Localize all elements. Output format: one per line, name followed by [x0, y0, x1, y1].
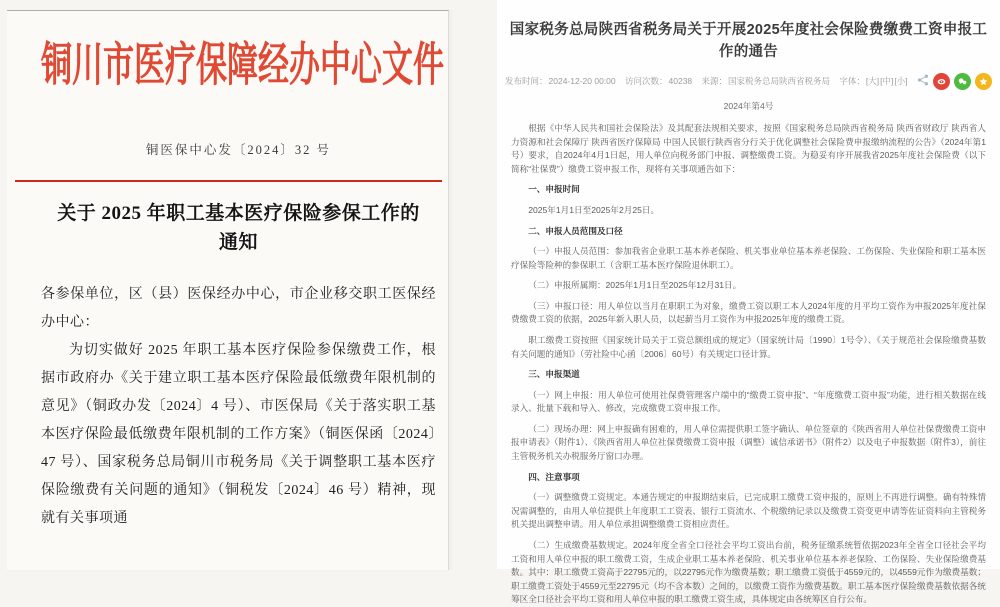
- notice-paragraph: （一）申报人员范围：参加我省企业职工基本养老保险、机关事业单位基本养老保险、工伤保险、失业保险和职工基本医疗保险等险种的参保职工（含职工基本医疗保险退休职工）。: [511, 246, 986, 270]
- share-icon[interactable]: [917, 74, 929, 88]
- notice-paragraph: 2025年1月1日至2025年2月25日。: [528, 204, 660, 215]
- scanned-document-page: [7, 10, 449, 570]
- visit-count-value: 40238: [668, 76, 693, 86]
- publish-time-label: 发布时间：: [505, 76, 548, 86]
- notice-paragraph: （二）生成缴费基数规定。2024年度全省全口径社会平均工资出台前，税务征缴系统暂依据2023年全省全口径社会平均工资和用人单位申报的职工缴费工资，生成企业职工基本养老保险、机关事业单位基本养老保险、工伤保险、失业保险缴费基数。其中：职工缴费工资高于22795元的，以22795元作为缴费基数；职工缴费工资低于4559元的，以4559元作为缴费基数；职工缴费工资处于4559元至22795元（均不含本数）之间的，以缴费工资作为缴费基数。职工基本医疗保险缴费基数依据各统筹区全口径社会平均工资和用人单位申报的职工缴费工资生成，具体规定由各统筹区自行公布。: [511, 539, 986, 605]
- document-title-line2: 通知: [218, 232, 258, 254]
- share-bar: [917, 73, 992, 90]
- red-divider-line: [15, 180, 442, 182]
- notice-paragraph: （二）现场办理：网上申报确有困难的，用人单位需提供职工签字确认、单位签章的《陕西省用人单位社保费缴费工资申报申请表》（附件1）、《陕西省用人单位社保费缴费工资申报（调整）诚信承诺书》（附件2）以及电子申报数据（附件3），前往主管税务机关办税服务厅窗口办理。: [511, 423, 986, 462]
- document-paragraph: 为切实做好 2025 年职工基本医疗保险参保缴费工作，根据市政府办《关于建立职工基本医疗保险最低缴费年限机制的意见》（铜政办发〔2024〕4 号）、市医保局《关于落实职工基本医疗保险最低缴费年限机制的工作方案》（铜医保函〔2024〕47 号）、国家税务总局铜川市税务局《关于调整职工基本医疗保险缴费有关问题的通知》（铜税发〔2024〕46 号）精神，现就有关事项通: [41, 342, 436, 526]
- document-salutation: 各参保单位，区（县）医保经办中心，市企业移交职工医保经办中心：: [41, 286, 436, 330]
- visit-count-label: 访问次数：: [625, 76, 668, 86]
- publish-time-value: 2024-12-20 00:00: [548, 76, 616, 86]
- notice-number: 2024年第4号: [723, 100, 774, 111]
- notice-intro: 根据《中华人民共和国社会保险法》及其配套法规相关要求，按照《国家税务总局陕西省税务局 陕西省财政厅 陕西省人力资源和社会保障厅 陕西省医疗保障局 中国人民银行陕西省分行关于优化调整社会保险费申报缴纳流程的公告》（2024年第1号）要求，自2024年4月1日起，用人单位向税务部门申报、调整缴费工资。为稳妥有序开展我省2025年度社会保险费（以下简称“社保费”）缴费工资申报工作，现将有关事项通告如下：: [511, 123, 986, 174]
- font-size-large-button[interactable]: [大]: [865, 76, 880, 86]
- qzone-share-icon[interactable]: [975, 73, 992, 90]
- document-title: [41, 199, 436, 258]
- weibo-share-icon[interactable]: [933, 73, 950, 90]
- notice-paragraph: （一）网上申报：用人单位可使用社保费管理客户端中的“缴费工资申报”、“年度缴费工资申报”功能，进行相关数据在线录入、批量下载和导入、修改，完成缴费工资申报工作。: [511, 389, 986, 414]
- document-number: 铜医保中心发〔2024〕32 号: [145, 143, 332, 157]
- document-content: [7, 38, 448, 533]
- document-body: [41, 281, 436, 533]
- section-heading: 一、申报时间: [528, 184, 580, 195]
- section-heading: 二、申报人员范围及口径: [528, 225, 623, 236]
- notice-paragraph: 职工缴费工资按照《国家统计局关于工资总额组成的规定》（国家统计局〔1990〕1号令）、《关于规范社会保险缴费基数有关问题的通知》（劳社险中心函〔2006〕60号）有关规定口径计算。: [511, 335, 986, 359]
- notice-paragraph: （三）申报口径：用人单位以当月在职职工为对象，缴费工资以职工本人2024年度的月平均工资作为申报2025年度社保费缴费工资的依据，2025年新入职人员，以起薪当月工资作为申报2025年度的缴费工资。: [511, 300, 986, 325]
- visit-count: [625, 75, 692, 87]
- source-value: 国家税务总局陕西省税务局: [728, 76, 831, 86]
- font-size-small-button[interactable]: [小]: [894, 76, 908, 86]
- notice-paragraph: （二）申报所属期：2025年1月1日至2025年12月31日。: [528, 280, 742, 291]
- notice-paragraph: （一）调整缴费工资规定。本通告规定的申报期结束后，已完成职工缴费工资申报的，原则上不再进行调整。确有特殊情况需调整的，由用人单位提供上年度职工工资表、银行工资流水、个税缴纳记录以及缴费工资变更申请等佐证资料向主管税务机关提出调整申请。用人单位承担调整缴费工资相应责任。: [511, 492, 986, 530]
- meta-bar: [505, 73, 992, 90]
- source: [702, 75, 831, 87]
- notice-title: 国家税务总局陕西省税务局关于开展2025年度社会保险费缴费工资申报工作的通告: [509, 22, 988, 60]
- section-heading: 四、注意事项: [528, 471, 580, 482]
- web-notice-page: [497, 0, 1000, 605]
- font-size-control: [839, 75, 907, 87]
- font-size-medium-button[interactable]: [中]: [880, 76, 894, 86]
- publish-time: [505, 75, 616, 87]
- document-masthead: 铜川市医疗保障经办中心文件: [41, 38, 444, 91]
- notice-body: [511, 100, 986, 607]
- section-heading: 三、申报渠道: [528, 369, 580, 380]
- font-size-label: 字体：: [839, 76, 865, 86]
- document-title-line1: 关于 2025 年职工基本医疗保险参保工作的: [57, 203, 420, 224]
- wechat-share-icon[interactable]: [954, 73, 971, 90]
- source-label: 来源：: [701, 76, 728, 86]
